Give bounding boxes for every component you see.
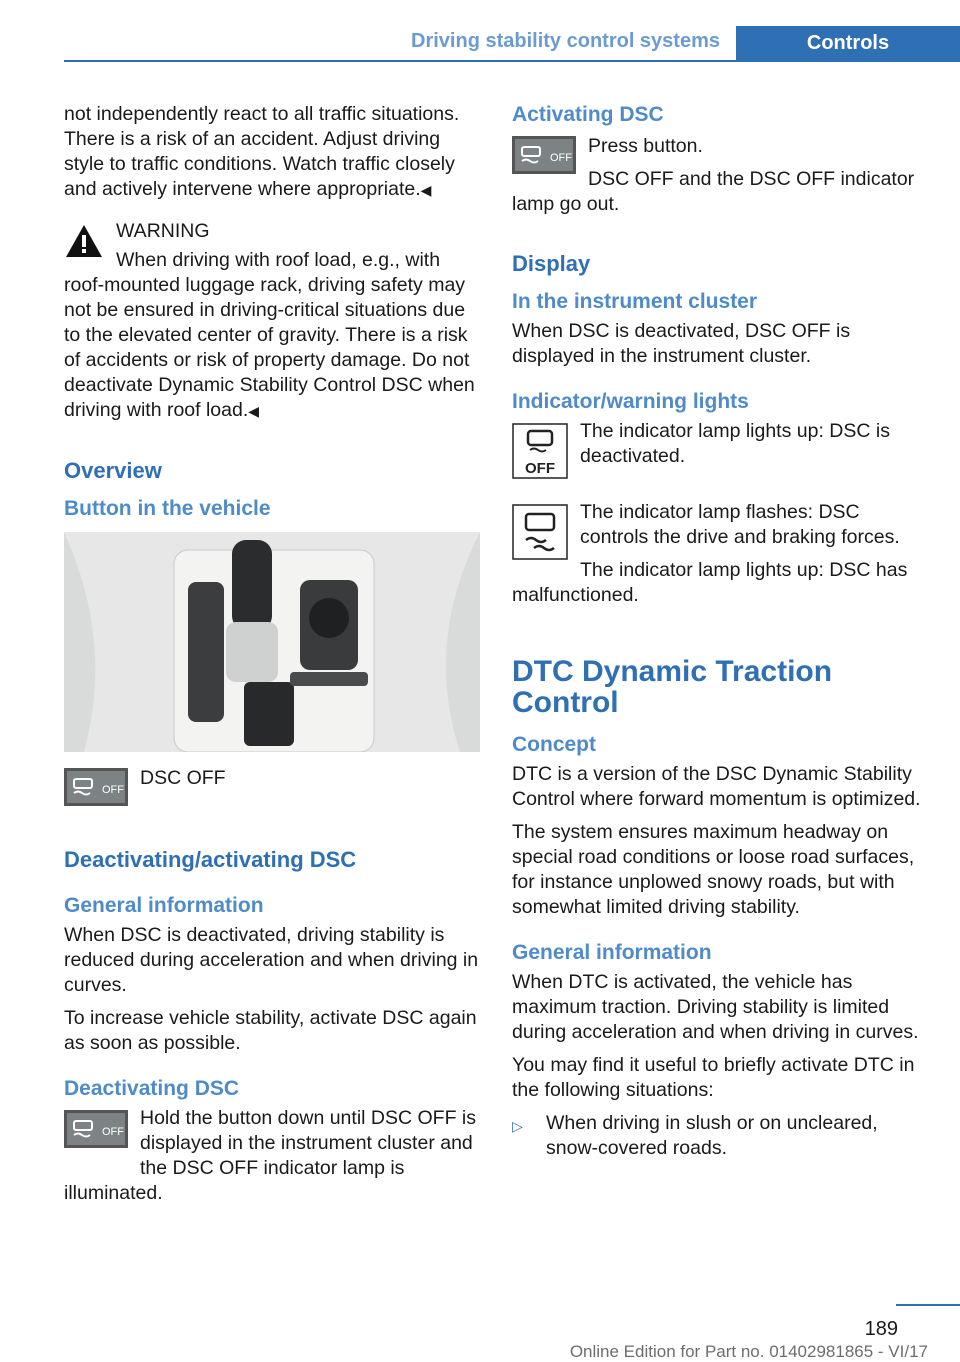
dsc-off-lamp-icon xyxy=(512,423,568,486)
dsc-off-button-icon xyxy=(512,136,576,181)
footer-rule xyxy=(896,1304,960,1306)
dsc-off-button-icon xyxy=(64,768,128,813)
dtc-general-paragraph-2: You may find it useful to briefly activate DTC in the following situations: xyxy=(512,1054,915,1101)
instrument-cluster-text: When DSC is deactivated, DSC OFF is displayed in the instrument cluster. xyxy=(512,320,851,367)
dsc-off-button-row xyxy=(64,764,480,817)
deactivating-dsc-row xyxy=(64,1106,480,1214)
instrument-cluster-heading: In the instrument cluster xyxy=(512,290,758,313)
section-title: Driving stability control systems xyxy=(411,30,720,52)
concept-paragraph-2: The system ensures maximum headway on special road conditions or loose road surfaces, for instance unplowed snowy roads, but with somewhat limited driving stability. xyxy=(512,821,915,918)
edition-footer: Online Edition for Part no. 01402981865 - VI/17 xyxy=(569,1342,928,1361)
button-heading: Button in the vehicle xyxy=(64,497,271,520)
activating-dsc-heading: Activating DSC xyxy=(512,103,664,126)
dsc-off-label: DSC OFF xyxy=(140,767,226,789)
activating-dsc-row xyxy=(512,132,930,225)
dtc-general-paragraph-1: When DTC is activated, the vehicle has maximum traction. Driving stability is limited during acceleration and when driving in curves. xyxy=(512,971,919,1043)
warning-triangle-icon xyxy=(64,223,104,266)
indicator-lamp-malfunction-text: The indicator lamp lights up: DSC has malfunctioned. xyxy=(512,559,908,606)
warning-body: When driving with roof load, e.g., with roof-mounted luggage rack, driving safety may not be ensured in driving-critical situations due to the elevated center of gravity. There is a risk of accidents or risk of property damage. Do not deactivate Dynamic Stability Control DSC when driving with roof load. xyxy=(64,249,475,421)
chapter-tab: Controls xyxy=(736,26,960,62)
concept-heading: Concept xyxy=(512,733,596,756)
list-item xyxy=(512,1111,930,1161)
deactivating-dsc-heading: Deactivating DSC xyxy=(64,1077,240,1100)
display-heading: Display xyxy=(512,251,591,276)
indicator-lamp-dsc-row xyxy=(512,500,930,616)
svg-text:OFF: OFF xyxy=(102,784,124,796)
intro-paragraph xyxy=(64,102,480,203)
page-header xyxy=(64,26,960,62)
dtc-heading: DTC Dynamic Traction Control xyxy=(512,655,833,719)
general-info-paragraph-1: When DSC is deactivated, driving stability is reduced during acceleration and when driving in curves. xyxy=(64,924,479,996)
right-column xyxy=(512,102,930,1161)
center-console-photo xyxy=(64,532,480,752)
end-mark: ◀ xyxy=(420,182,432,198)
warning-block xyxy=(64,219,480,432)
indicator-lamp-off-text: The indicator lamp lights up: DSC is deactivated. xyxy=(580,420,890,467)
warning-title: WARNING xyxy=(116,220,210,242)
deactivating-activating-heading: Deactivating/activating DSC xyxy=(64,847,357,872)
activating-dsc-step: Press button. xyxy=(588,135,703,157)
deactivating-dsc-text: Hold the button down until DSC OFF is displayed in the instrument cluster and the DSC OFF indicator lamp is illuminated. xyxy=(64,1107,476,1204)
header-rule xyxy=(64,60,960,62)
dsc-lamp-icon xyxy=(512,504,568,567)
intro-text: not independently react to all traffic situations. There is a risk of an accident. Adjust driving style to traffic conditions. Watch traffic closely and actively intervene where appropriate. xyxy=(64,103,460,200)
end-mark: ◀ xyxy=(248,403,260,419)
activating-dsc-result: DSC OFF and the DSC OFF indicator lamp go out. xyxy=(512,168,915,215)
overview-heading: Overview xyxy=(64,458,162,483)
triangle-bullet-icon: ▷ xyxy=(512,1118,523,1134)
indicator-warning-heading: Indicator/warning lights xyxy=(512,390,749,413)
indicator-lamp-flash-text: The indicator lamp flashes: DSC controls the drive and braking forces. xyxy=(580,501,900,548)
svg-text:OFF: OFF xyxy=(550,152,572,164)
dtc-general-info-heading: General information xyxy=(512,941,712,964)
concept-paragraph-1: DTC is a version of the DSC Dynamic Stability Control where forward momentum is optimized. xyxy=(512,763,921,810)
general-info-paragraph-2: To increase vehicle stability, activate DSC again as soon as possible. xyxy=(64,1007,477,1054)
svg-text:OFF: OFF xyxy=(102,1126,124,1138)
page-number: 189 xyxy=(864,1318,898,1340)
general-info-heading: General information xyxy=(64,894,264,917)
dsc-off-button-icon xyxy=(64,1110,128,1155)
warning-text xyxy=(64,248,480,424)
svg-text:OFF: OFF xyxy=(525,460,555,477)
list-item-text: When driving in slush or on uncleared, snow-covered roads. xyxy=(546,1112,878,1159)
left-column xyxy=(64,102,480,1214)
indicator-lamp-off-row xyxy=(512,419,930,490)
